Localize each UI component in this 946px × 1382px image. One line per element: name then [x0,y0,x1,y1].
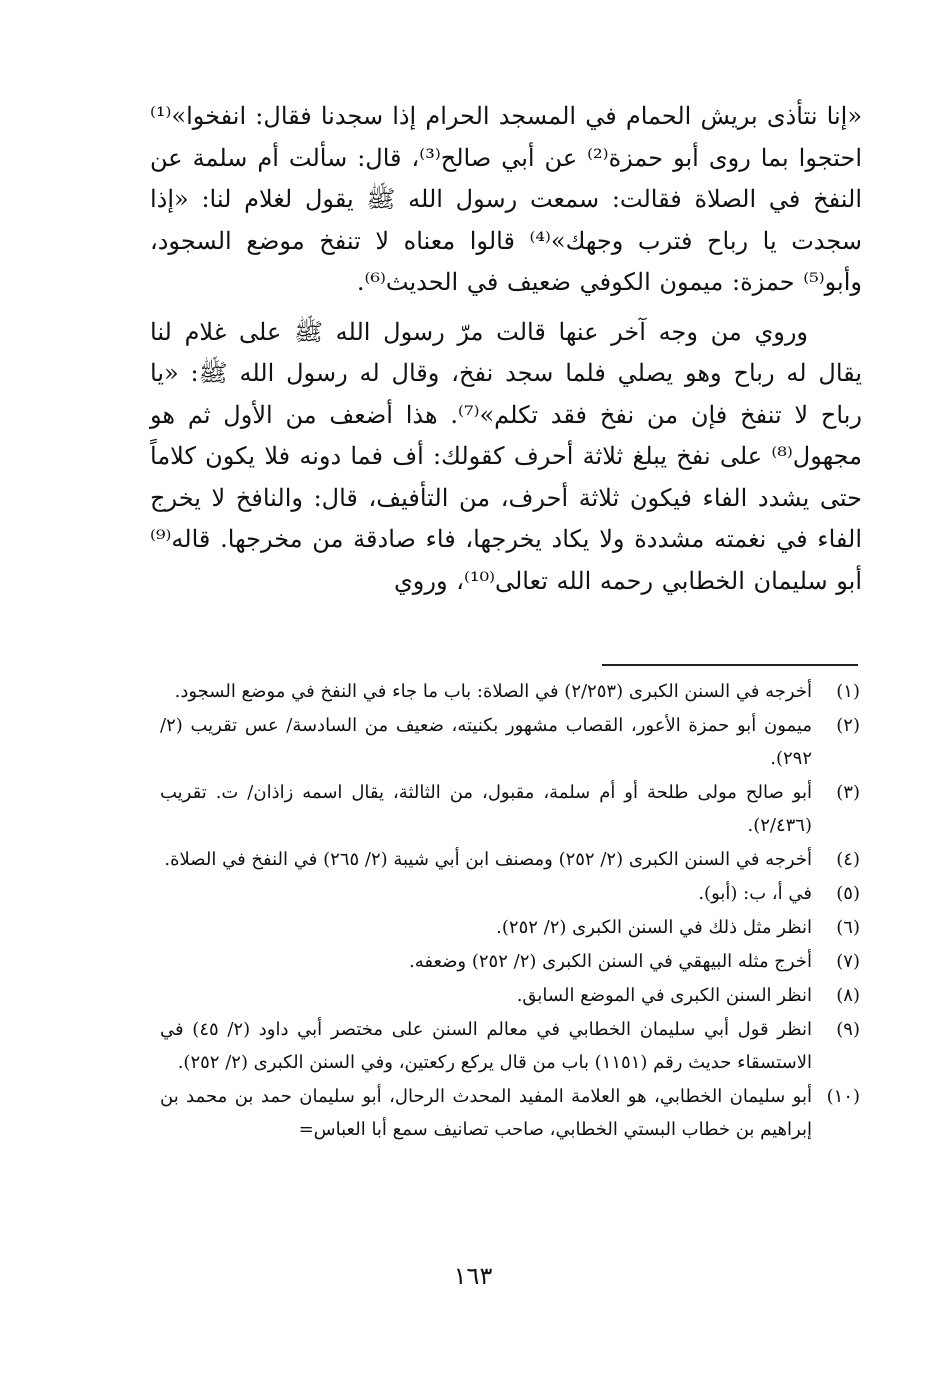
footnote-text: في أ، ب: (أبو). [698,883,812,904]
footnote-text: أخرج مثله البيهقي في السنن الكبرى (٢/ ٢٥٢) وضعفه. [408,951,812,972]
footnote-text: أخرجه في السنن الكبرى (٢/ ٢٥٢) ومصنف ابن أبي شيبة (٢/ ٢٦٥) في النفخ في الصلاة. [164,849,812,870]
footnote-text: أخرجه في السنن الكبرى (٢/٢٥٣) في الصلاة: باب ما جاء في النفخ في موضع السجود. [174,681,812,702]
footnote-number: (٨) [836,985,860,1006]
footnote-item [160,877,860,910]
footnote-text: أبو سليمان الخطابي، هو العلامة المفيد المحدث الرحال، أبو سليمان حمد بن محمد بن إبراهيم بن خطاب البستي الخطابي، صاحب تصانيف سمع أبا العباس= [160,1086,812,1140]
footnote-number: (٩) [836,1019,860,1040]
footnote-text: انظر قول أبي سليمان الخطابي في معالم السنن على مختصر أبي داود (٢/ ٤٥) في الاستسقاء حديث رقم (١١٥١) باب من قال يركع ركعتين، وفي السنن الكبرى (٢/ ٢٥٢). [160,1019,812,1073]
footnote-number: (١٠) [826,1086,860,1107]
footnote-number: (١) [836,681,860,702]
footnote-divider [602,664,858,666]
paragraph: وروي من وجه آخر عنها قالت مرّ رسول الله ﷺ على غلام لنا يقال له رباح وهو يصلي فلما سجد نفخ، وقال له رسول الله ﷺ: «يا رباح لا تنفخ فإن من نفخ فقد تكلم»⁽⁷⁾. هذا أضعف من الأول ثم هو مجهول⁽⁸⁾ على نفخ يبلغ ثلاثة أحرف كقولك: أف فما دونه فلا يكون كلاماً حتى يشدد الفاء فيكون ثلاثة أحرف، من التأفيف، قال: والنافخ لا يخرج الفاء في نغمته مشددة ولا يكاد يخرجها، فاء صادقة من مخرجها. قاله⁽⁹⁾ أبو سليمان الخطابي رحمه الله تعالى⁽¹⁰⁾، وروي [150,317,862,595]
main-text-body [150,96,862,602]
footnote-number: (٧) [836,951,860,972]
footnote-item [160,675,860,708]
footnote-item [160,709,860,775]
footnote-item [160,945,860,978]
footnote-number: (٢) [836,715,860,736]
page-number: ١٦٣ [453,1262,493,1290]
footnote-number: (٣) [836,782,860,803]
footnote-number: (٦) [836,917,860,938]
footnote-item [160,911,860,944]
footnote-text: أبو صالح مولى طلحة أو أم سلمة، مقبول، من الثالثة، يقال اسمه زاذان/ ت. تقريب (٢/٤٣٦). [160,782,812,836]
footnote-item [160,979,860,1012]
footnotes-section [160,675,860,1147]
footnote-text: ميمون أبو حمزة الأعور، القصاب مشهور بكنيته، ضعيف من السادسة/ عس تقريب (٢/ ٢٩٢). [160,715,812,769]
footnote-item [160,1013,860,1079]
footnote-number: (٥) [836,883,860,904]
paragraph: «إنا نتأذى بريش الحمام في المسجد الحرام إذا سجدنا فقال: انفخوا»⁽¹⁾ احتجوا بما روى أبو حمزة⁽²⁾ عن أبي صالح⁽³⁾، قال: سألت أم سلمة عن النفخ في الصلاة فقالت: سمعت رسول الله ﷺ يقول لغلام لنا: «إذا سجدت يا رباح فترب وجهك»⁽⁴⁾ قالوا معناه لا تنفخ موضع السجود، وأبو⁽⁵⁾ حمزة: ميمون الكوفي ضعيف في الحديث⁽⁶⁾. [150,102,863,296]
footnote-item [160,776,860,842]
footnote-text: انظر مثل ذلك في السنن الكبرى (٢/ ٢٥٢). [496,917,812,938]
footnote-item [160,843,860,876]
footnote-item [160,1080,860,1146]
footnote-text: انظر السنن الكبرى في الموضع السابق. [516,985,812,1006]
footnote-number: (٤) [836,849,860,870]
